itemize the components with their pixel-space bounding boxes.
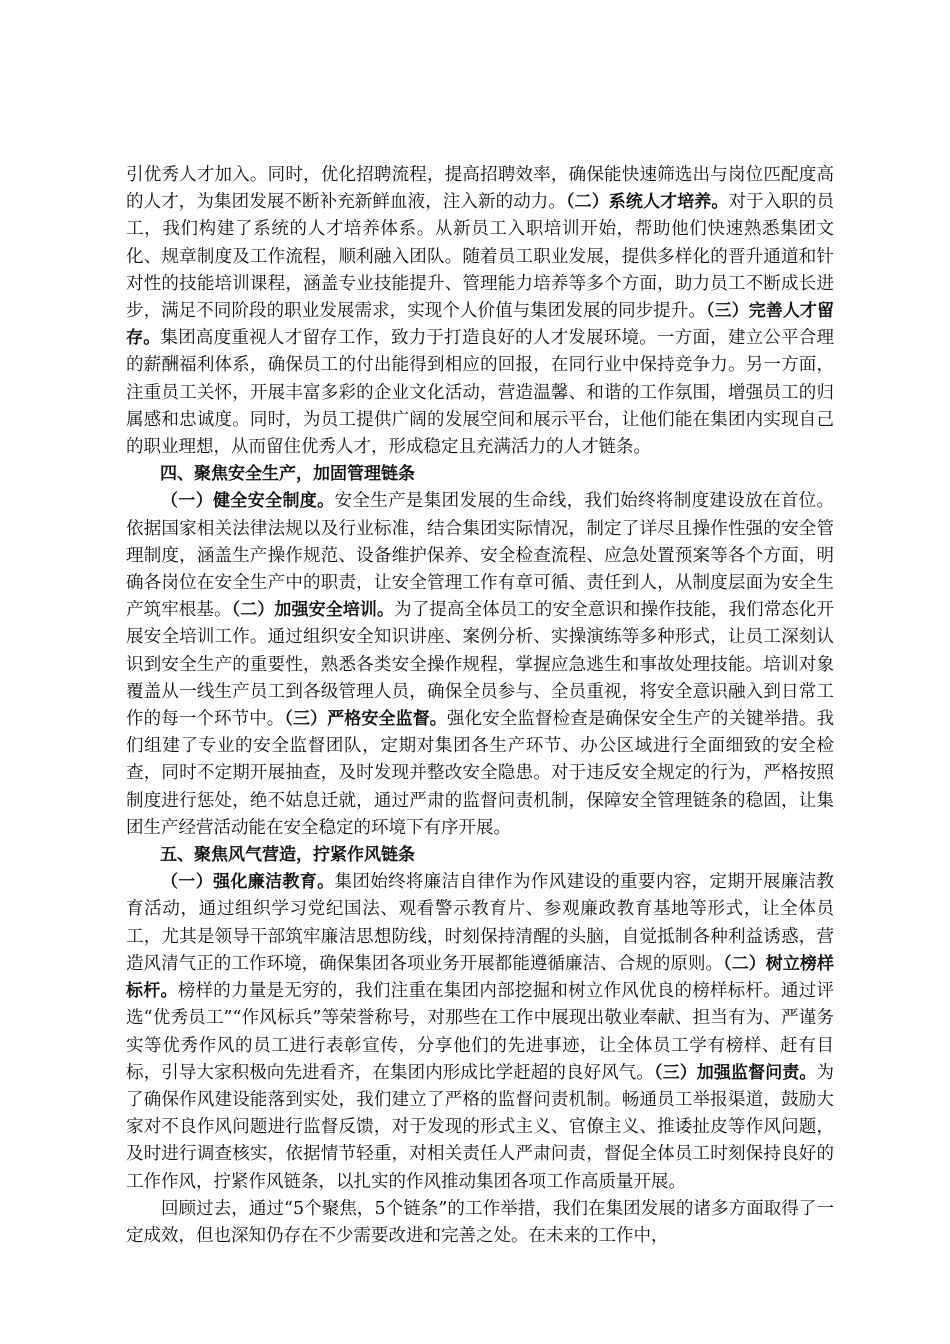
document-body — [126, 162, 834, 1250]
paragraph-text: 榜样的力量是无穷的，我们注重在集团内部挖掘和树立作风优良的榜样标杆。通过评选“优秀员工”“作风标兵”等荣誉称号，对那些在工作中展现出敬业奉献、担当有为、严谨务实等优秀作风的员工进行表彰宣传，分享他们的先进事迹，让全体员工学有榜样、赶有目标，引导大家积极向先进看齐，在集团内形成比学赶超的良好风气。 — [126, 981, 835, 1083]
paragraph-text: 对于入职的员工，我们构建了系统的人才培养体系。从新员工入职培训开始，帮助他们快速熟悉集团文化、规章制度及工作流程，顺利融入团队。随着员工职业发展，提供多样化的晋升通道和针对性的技能培训课程，涵盖专业技能提升、管理能力培养等多个方面，助力员工不断成长进步，满足不同阶段的职业发展需求，实现个人价值与集团发展的同步提升。 — [126, 192, 834, 322]
subheading-safety-training: （二）加强安全培训。 — [231, 600, 395, 621]
paragraph-conduct — [126, 869, 834, 1195]
paragraph-text: 集团始终将廉洁自律作为作风建设的重要内容，定期开展廉洁教育活动，通过组织学习党纪国法、观看警示教育片、参观廉政教育基地等形式，让全体员工，尤其是领导干部筑牢廉洁思想防线，时刻保持清醒的头脑，自觉抵制各种利益诱惑，营造风清气正的工作环境，确保集团各项业务开展都能遵循廉洁、合规的原则。 — [126, 872, 834, 974]
subheading-talent-training: （二）系统人才培养。 — [566, 192, 729, 213]
subheading-safety-system: （一）健全安全制度。 — [161, 491, 335, 512]
paragraph-text: 引优秀人才加入。同时，优化招聘流程，提高招聘效率，确保能快速筛选出与岗位匹配度高的人才，为集团发展不断补充新鲜血液，注入新的动力。 — [126, 165, 834, 213]
paragraph-safety — [126, 488, 834, 842]
paragraph-text: 集团高度重视人才留存工作，致力于打造良好的人才发展环境。一方面，建立公平合理的薪酬福利体系，确保员工的付出能得到相应的回报，在同行业中保持竞争力。另一方面，注重员工关怀，开展丰富多彩的企业文化活动，营造温馨、和谐的工作氛围，增强员工的归属感和忠诚度。同时，为员工提供广阔的发展空间和展示平台，让他们能在集团内实现自己的职业理想，从而留住优秀人才，形成稳定且充满活力的人才链条。 — [126, 328, 835, 458]
paragraph-talent — [126, 162, 834, 461]
paragraph-text: 安全生产是集团发展的生命线，我们始终将制度建设放在首位。依据国家相关法律法规以及行业标准，结合集团实际情况，制定了详尽且操作性强的安全管理制度，涵盖生产操作规范、设备维护保养、安全检查流程、应急处置预案等各个方面，明确各岗位在安全生产中的职责，让安全管理工作有章可循、责任到人，从制度层面为安全生产筑牢根基。 — [126, 491, 834, 621]
paragraph-text: 为了确保作风建设能落到实处，我们建立了严格的监督问责机制。畅通员工举报渠道，鼓励大家对不良作风问题进行监督反馈，对于发现的形式主义、官僚主义、推诿扯皮等作风问题，及时进行调查核实，依据情节轻重，对相关责任人严肃问责，督促全体员工时刻保持良好的工作作风，拧紧作风链条，以扎实的作风推动集团各项工作高质量开展。 — [126, 1062, 834, 1192]
subheading-talent-retention: （三）完善人才留存。 — [126, 301, 835, 349]
paragraph-text: 为了提高全体员工的安全意识和操作技能，我们常态化开展安全培训工作。通过组织安全知识讲座、案例分析、实操演练等多种形式，让员工深刻认识到安全生产的重要性，熟悉各类安全操作规程，掌握应急逃生和事故处理技能。培训对象覆盖从一线生产员工到各级管理人员，确保全员参与、全员重视，将安全意识融入到日常工作的每一个环节中。 — [126, 600, 835, 730]
paragraph-review: 回顾过去，通过“5个聚焦，5个链条”的工作举措，我们在集团发展的诸多方面取得了一定成效，但也深知仍存在不少需要改进和完善之处。在未来的工作中， — [126, 1198, 834, 1246]
section-heading-safety: 四、聚焦安全生产，加固管理链条 — [160, 464, 415, 485]
subheading-integrity-education: （一）强化廉洁教育。 — [161, 872, 335, 893]
subheading-safety-supervision: （三）严格安全监督。 — [284, 709, 447, 730]
section-heading-conduct: 五、聚焦风气营造，拧紧作风链条 — [160, 845, 415, 866]
subheading-role-models: （二）树立榜样标杆。 — [126, 953, 834, 1002]
subheading-accountability: （三）加强监督问责。 — [654, 1062, 817, 1083]
paragraph-text: 强化安全监督检查是确保安全生产的关键举措。我们组建了专业的安全监督团队，定期对集团各生产环节、办公区域进行全面细致的安全检查，同时不定期开展抽查，及时发现并整改安全隐患。对于违反安全规定的行为，严格按照制度进行惩处，绝不姑息迁就，通过严肃的监督问责机制，保障安全管理链条的稳固，让集团生产经营活动能在安全稳定的环境下有序开展。 — [126, 709, 835, 838]
